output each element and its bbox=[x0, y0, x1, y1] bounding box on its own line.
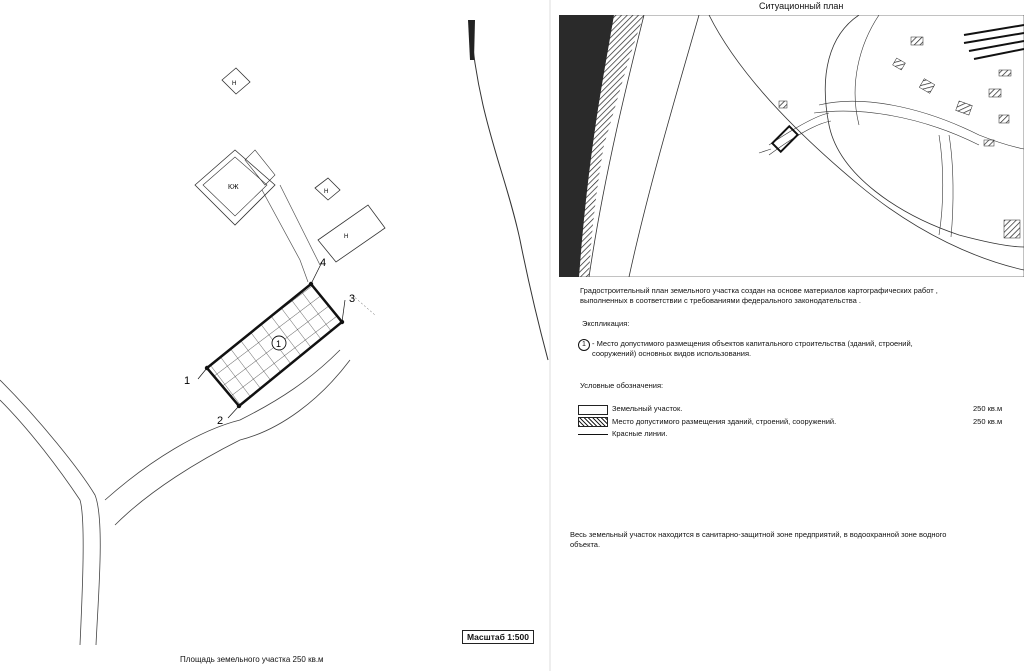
svg-text:КЖ: КЖ bbox=[228, 184, 239, 191]
svg-text:Н: Н bbox=[324, 189, 329, 195]
building-n-1 bbox=[222, 68, 250, 94]
footer-note: Весь земельный участок находится в санитарно-защитной зоне предприятий, в водоохранной зоне водного объекта. bbox=[570, 530, 947, 549]
explication-heading: Экспликация: bbox=[582, 319, 630, 328]
parcel-number: 1 bbox=[276, 339, 282, 349]
scale-label: Масштаб 1:500 bbox=[462, 630, 534, 644]
vertex-label-2: 2 bbox=[217, 415, 224, 427]
shoreline-line bbox=[470, 20, 548, 360]
svg-text:Н: Н bbox=[344, 234, 349, 240]
building-n-3 bbox=[318, 205, 385, 262]
vertex-label-1: 1 bbox=[184, 375, 191, 387]
situational-plan-map bbox=[559, 15, 1024, 277]
building-kzh bbox=[195, 150, 275, 225]
legend-heading: Условные обозначения: bbox=[580, 381, 664, 390]
building-n-2 bbox=[315, 178, 340, 200]
vertex-label-3: 3 bbox=[349, 293, 356, 305]
legend-value-parcel: 250 кв.м bbox=[973, 404, 1003, 413]
intro-text: Градостроительный план земельного участка создан на основе материалов картографических работ , выполненных в соответствии с требованиями федерального законодательства . bbox=[580, 286, 938, 305]
legend-value-zone: 250 кв.м bbox=[973, 417, 1003, 426]
legend-label-red-lines: Красные линии. bbox=[612, 429, 668, 438]
explication-text: - Место допустимого размещения объектов капитального строительства (зданий, строений, сооружений) основных видов использования. bbox=[592, 339, 913, 358]
explication-marker: 1 bbox=[578, 339, 590, 351]
land-parcel-swatch bbox=[578, 405, 608, 415]
legend-label-zone: Место допустимого размещения зданий, строений, сооружений. bbox=[612, 417, 837, 426]
red-line-swatch bbox=[578, 434, 608, 435]
legend-label-parcel: Земельный участок. bbox=[612, 404, 683, 413]
svg-text:Н: Н bbox=[232, 81, 237, 87]
road-line bbox=[0, 380, 100, 645]
land-parcel bbox=[207, 284, 342, 406]
situational-plan-title: Ситуационный план bbox=[759, 1, 844, 11]
building-zone-swatch bbox=[578, 417, 608, 427]
vertex-label-4: 4 bbox=[320, 257, 327, 269]
area-caption: Площадь земельного участка 250 кв.м bbox=[180, 655, 324, 664]
